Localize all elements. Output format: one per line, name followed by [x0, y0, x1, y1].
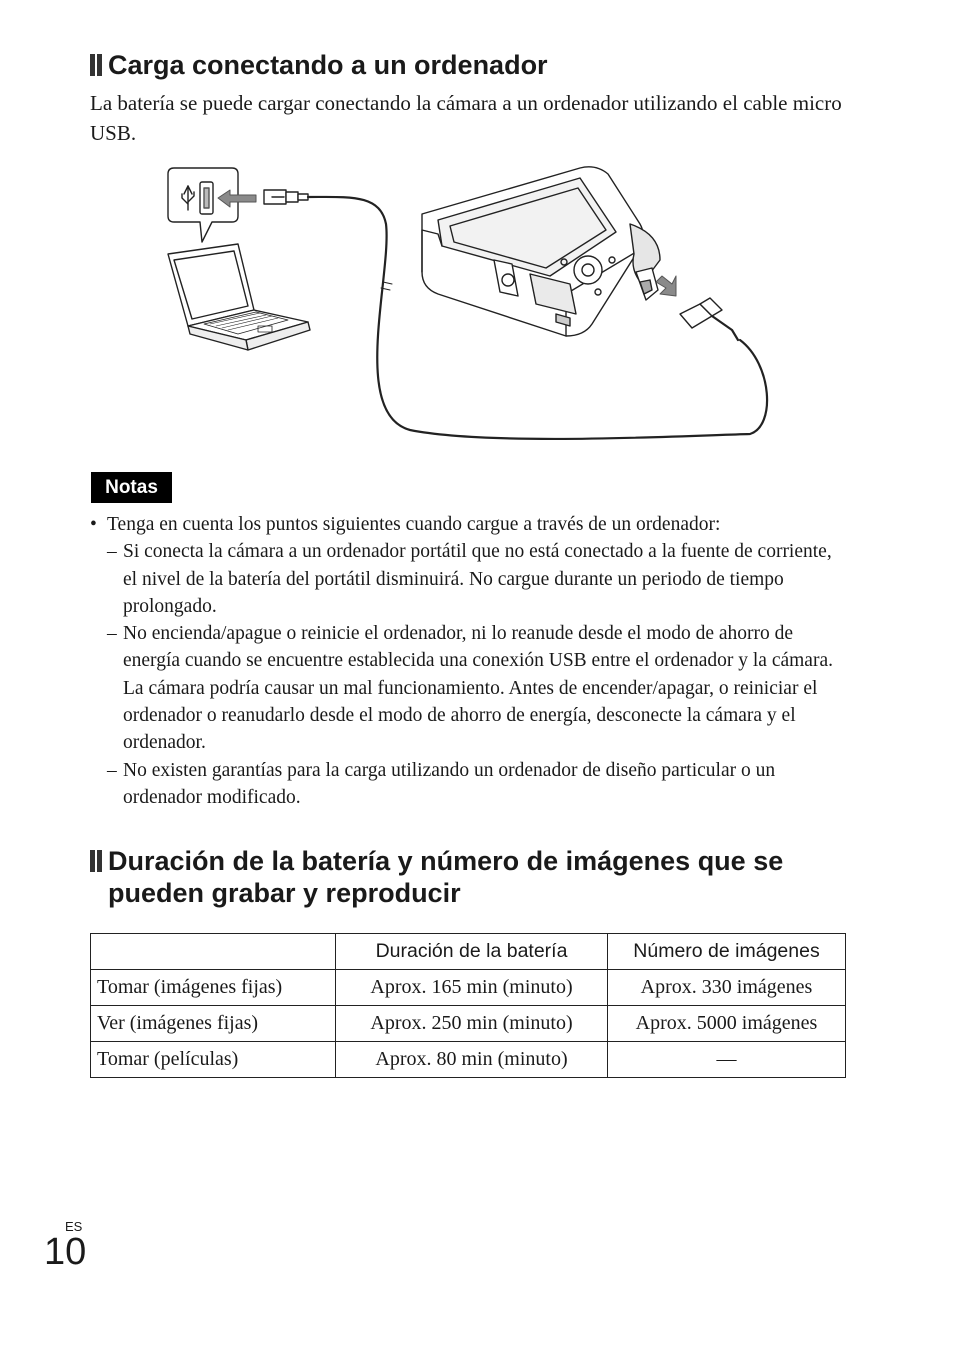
table-row [91, 1006, 846, 1042]
usb-connection-illustration [160, 164, 770, 444]
note-item-text: No existen garantías para la carga utilizando un ordenador de diseño particular o un ordenador modificado. [123, 759, 776, 808]
table-cell: Tomar (películas) [91, 1042, 336, 1078]
note-item-text: No encienda/apague o reinicie el ordenador, ni lo reanude desde el modo de ahorro de energía cuando se encuentre establecida una conexión USB entre el ordenador y la cámara. La cámara podría causar un mal funcionamiento. Antes de encender/apagar, o reiniciar el ordenador o reanudarlo desde el modo de ahorro de energía, desconecte la cámara y el ordenador. [123, 623, 833, 754]
laptop-illustration [168, 244, 310, 350]
table-cell: — [608, 1042, 846, 1078]
section-heading-duracion [90, 845, 850, 909]
table-row [91, 970, 846, 1006]
table-row [91, 1042, 846, 1078]
note-item [90, 538, 850, 620]
section-heading-text: Carga conectando a un ordenador [108, 50, 548, 80]
dash-icon: – [107, 623, 117, 645]
note-item-text: Si conecta la cámara a un ordenador portátil que no está conectado a la fuente de corriente, el nivel de la batería del portátil disminuirá. No cargue durante un periodo de tiempo prolongado. [123, 541, 832, 617]
notes-badge: Notas [91, 472, 172, 503]
battery-table [90, 933, 846, 1078]
intro-paragraph: La batería se puede cargar conectando la cámara a un ordenador utilizando el cable micro USB. [90, 91, 842, 145]
section-heading-carga [90, 49, 548, 81]
table-cell: Ver (imágenes fijas) [91, 1006, 336, 1042]
note-bullet [90, 511, 850, 538]
table-cell: Aprox. 165 min (minuto) [336, 970, 608, 1006]
page-number: 10 [44, 1231, 87, 1273]
camera-insert-arrow-icon [656, 276, 676, 296]
usb-a-plug [264, 190, 308, 204]
bullet-dot-icon: • [90, 514, 97, 535]
section-marker-icon [90, 54, 102, 76]
table-cell: Aprox. 80 min (minuto) [336, 1042, 608, 1078]
table-cell: Aprox. 330 imágenes [608, 970, 846, 1006]
dash-icon: – [107, 541, 117, 563]
table-cell: Aprox. 250 min (minuto) [336, 1006, 608, 1042]
notes-list [90, 511, 850, 811]
note-bullet-text: Tenga en cuenta los puntos siguientes cuando cargue a través de un ordenador: [107, 514, 721, 535]
note-item [90, 620, 850, 756]
table-header [91, 934, 336, 970]
dash-icon: – [107, 759, 117, 781]
table-cell: Tomar (imágenes fijas) [91, 970, 336, 1006]
table-header: Duración de la batería [336, 934, 608, 970]
page-language: ES [65, 1219, 83, 1234]
table-cell: Aprox. 5000 imágenes [608, 1006, 846, 1042]
table-header-row [91, 934, 846, 970]
section-heading-text: Duración de la batería y número de imágenes que se pueden grabar y reproducir [108, 846, 784, 908]
section-marker-icon [90, 850, 102, 872]
table-header: Número de imágenes [608, 934, 846, 970]
note-item [90, 757, 850, 812]
camera-illustration [422, 167, 660, 336]
micro-usb-plug [680, 298, 738, 340]
